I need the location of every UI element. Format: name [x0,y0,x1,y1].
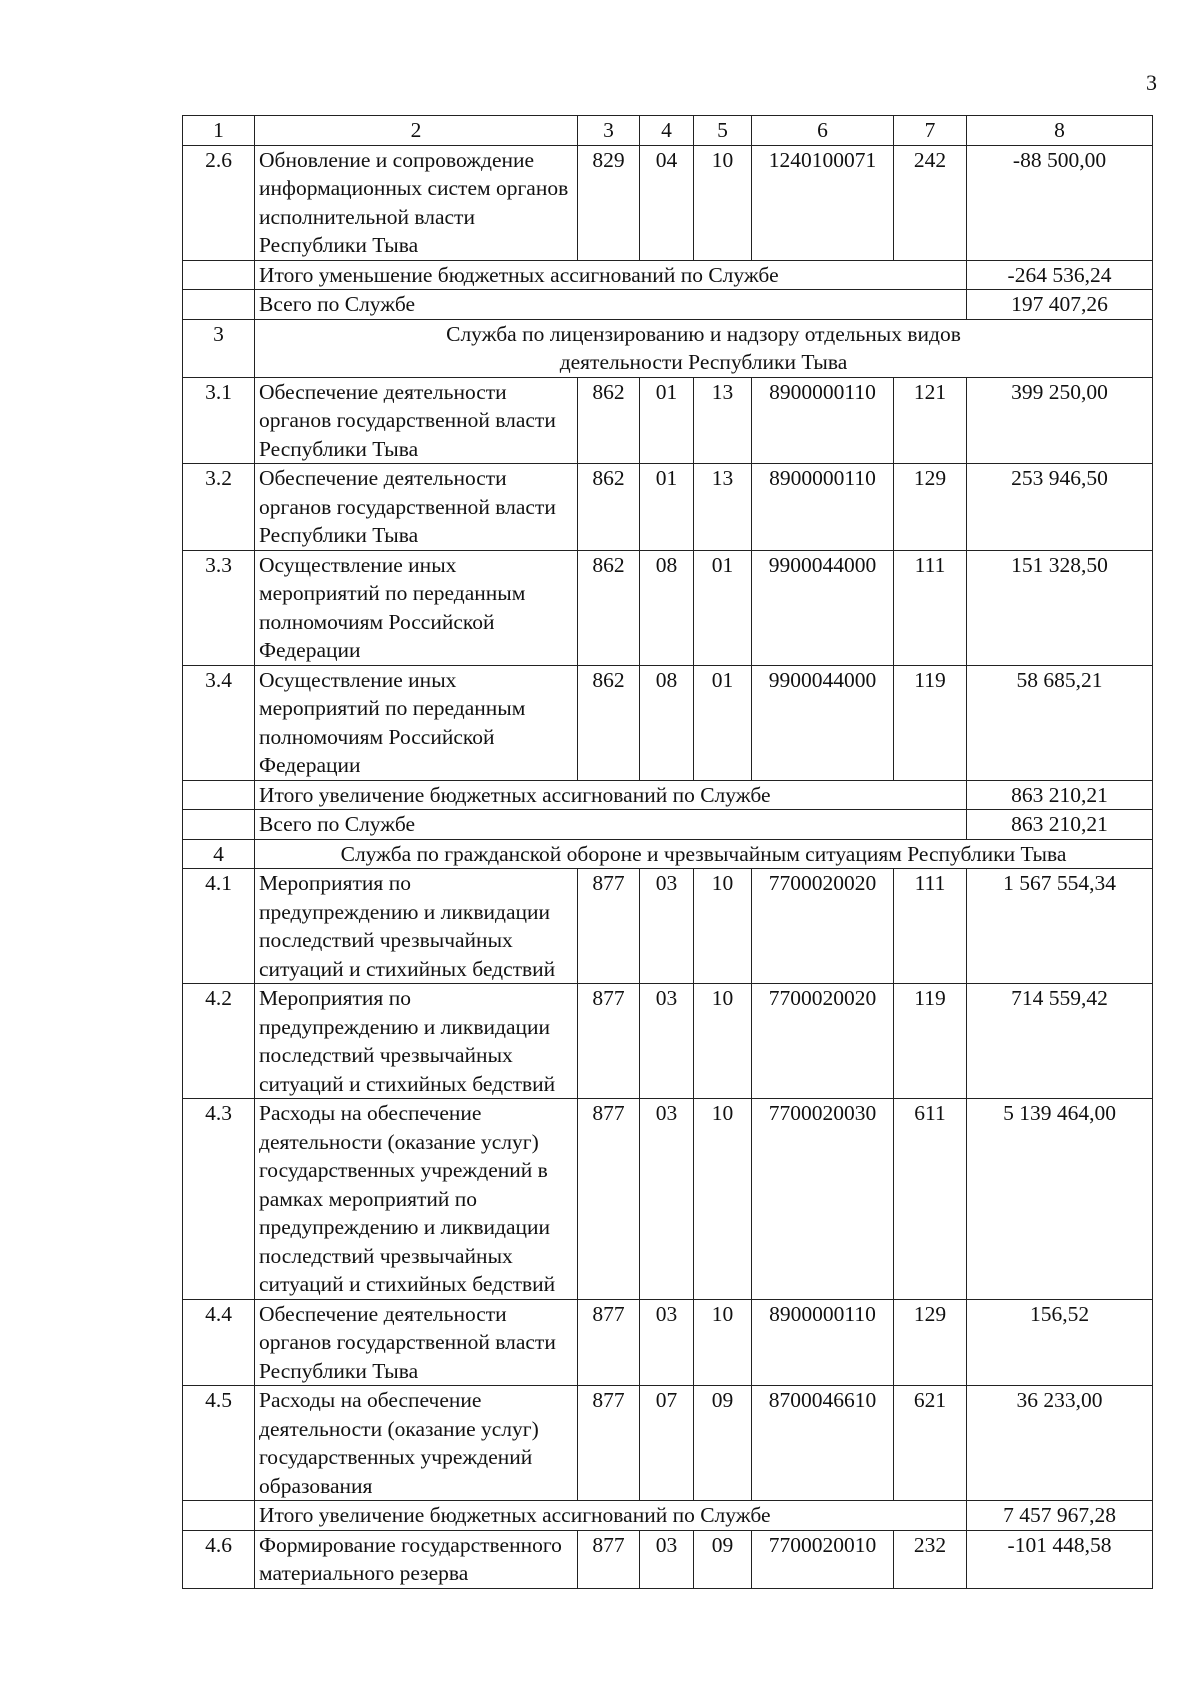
total-amount: -264 536,24 [967,260,1153,290]
budget-line-row [183,1386,1153,1501]
amount: 399 250,00 [967,377,1153,464]
ministry-code: 877 [578,1299,640,1386]
total-row [183,1501,1153,1531]
amount: 58 685,21 [967,665,1153,780]
empty-cell [183,810,255,840]
target-article-code: 9900044000 [752,665,894,780]
header-cell: 8 [967,116,1153,146]
total-amount: 197 407,26 [967,290,1153,320]
subsection-code: 09 [694,1386,752,1501]
target-article-code: 7700020030 [752,1099,894,1300]
expense-type-code: 119 [894,665,967,780]
line-number: 3.1 [183,377,255,464]
amount: 714 559,42 [967,984,1153,1099]
total-amount: 863 210,21 [967,780,1153,810]
expense-name: Расходы на обеспечение деятельности (оказание услуг) государственных учреждений образования [255,1386,578,1501]
ministry-code: 877 [578,869,640,984]
section-code: 01 [640,377,694,464]
subsection-code: 10 [694,1099,752,1300]
ministry-code: 877 [578,1099,640,1300]
total-label: Итого увеличение бюджетных ассигнований по Службе [255,1501,967,1531]
expense-type-code: 129 [894,464,967,551]
expense-type-code: 611 [894,1099,967,1300]
target-article-code: 8700046610 [752,1386,894,1501]
target-article-code: 8900000110 [752,1299,894,1386]
line-number: 3.3 [183,550,255,665]
budget-line-row [183,550,1153,665]
total-label: Всего по Службе [255,810,967,840]
expense-type-code: 621 [894,1386,967,1501]
line-number: 4.4 [183,1299,255,1386]
budget-allocation-table [182,115,1153,1589]
ministry-code: 862 [578,464,640,551]
subsection-code: 10 [694,145,752,260]
section-code: 08 [640,665,694,780]
amount: -101 448,58 [967,1530,1153,1588]
target-article-code: 7700020010 [752,1530,894,1588]
ministry-code: 877 [578,1386,640,1501]
subsection-code: 10 [694,984,752,1099]
line-number: 4.6 [183,1530,255,1588]
section-header-row [183,839,1153,869]
section-number: 3 [183,319,255,377]
section-code: 08 [640,550,694,665]
header-cell: 3 [578,116,640,146]
total-label: Итого увеличение бюджетных ассигнований по Службе [255,780,967,810]
budget-line-row [183,1299,1153,1386]
subsection-code: 01 [694,665,752,780]
budget-line-row [183,145,1153,260]
amount: 253 946,50 [967,464,1153,551]
total-amount: 863 210,21 [967,810,1153,840]
target-article-code: 7700020020 [752,869,894,984]
header-cell: 6 [752,116,894,146]
expense-name: Мероприятия по предупреждению и ликвидации последствий чрезвычайных ситуаций и стихийных бедствий [255,984,578,1099]
budget-line-row [183,665,1153,780]
subsection-code: 13 [694,377,752,464]
subsection-code: 10 [694,1299,752,1386]
empty-cell [183,780,255,810]
subsection-code: 10 [694,869,752,984]
section-title: Служба по лицензированию и надзору отдельных видов деятельности Республики Тыва [255,319,1153,377]
line-number: 3.4 [183,665,255,780]
header-cell: 4 [640,116,694,146]
header-cell: 5 [694,116,752,146]
amount: 5 139 464,00 [967,1099,1153,1300]
subsection-code: 13 [694,464,752,551]
total-row [183,810,1153,840]
total-row [183,290,1153,320]
amount: 151 328,50 [967,550,1153,665]
line-number: 4.1 [183,869,255,984]
header-cell: 1 [183,116,255,146]
line-number: 2.6 [183,145,255,260]
ministry-code: 829 [578,145,640,260]
line-number: 4.3 [183,1099,255,1300]
expense-name: Осуществление иных мероприятий по переданным полномочиям Российской Федерации [255,550,578,665]
ministry-code: 862 [578,665,640,780]
expense-name: Формирование государственного материального резерва [255,1530,578,1588]
line-number: 4.5 [183,1386,255,1501]
expense-name: Расходы на обеспечение деятельности (оказание услуг) государственных учреждений в рамках мероприятий по предупреждению и ликвидации последствий чрезвычайных ситуаций и стихийных бедствий [255,1099,578,1300]
budget-line-row [183,377,1153,464]
expense-name: Осуществление иных мероприятий по переданным полномочиям Российской Федерации [255,665,578,780]
expense-name: Обеспечение деятельности органов государственной власти Республики Тыва [255,464,578,551]
ministry-code: 877 [578,984,640,1099]
total-label: Итого уменьшение бюджетных ассигнований по Службе [255,260,967,290]
expense-type-code: 242 [894,145,967,260]
budget-line-row [183,1099,1153,1300]
target-article-code: 9900044000 [752,550,894,665]
expense-name: Мероприятия по предупреждению и ликвидации последствий чрезвычайных ситуаций и стихийных бедствий [255,869,578,984]
section-code: 07 [640,1386,694,1501]
expense-type-code: 111 [894,869,967,984]
line-number: 4.2 [183,984,255,1099]
page-number: 3 [1146,70,1157,95]
expense-type-code: 119 [894,984,967,1099]
expense-name: Обеспечение деятельности органов государственной власти Республики Тыва [255,1299,578,1386]
expense-type-code: 111 [894,550,967,665]
section-code: 03 [640,1099,694,1300]
section-code: 04 [640,145,694,260]
section-number: 4 [183,839,255,869]
empty-cell [183,290,255,320]
expense-name: Обеспечение деятельности органов государственной власти Республики Тыва [255,377,578,464]
expense-type-code: 121 [894,377,967,464]
section-header-row [183,319,1153,377]
amount: -88 500,00 [967,145,1153,260]
section-code: 03 [640,1299,694,1386]
expense-type-code: 129 [894,1299,967,1386]
subsection-code: 09 [694,1530,752,1588]
amount: 156,52 [967,1299,1153,1386]
budget-line-row [183,869,1153,984]
total-row [183,260,1153,290]
column-number-header-row [183,116,1153,146]
section-title: Служба по гражданской обороне и чрезвычайным ситуациям Республики Тыва [255,839,1153,869]
amount: 36 233,00 [967,1386,1153,1501]
budget-line-row [183,464,1153,551]
header-cell: 7 [894,116,967,146]
expense-type-code: 232 [894,1530,967,1588]
line-number: 3.2 [183,464,255,551]
ministry-code: 877 [578,1530,640,1588]
empty-cell [183,260,255,290]
budget-line-row [183,1530,1153,1588]
section-code: 03 [640,984,694,1099]
target-article-code: 8900000110 [752,377,894,464]
target-article-code: 1240100071 [752,145,894,260]
header-cell: 2 [255,116,578,146]
section-code: 01 [640,464,694,551]
empty-cell [183,1501,255,1531]
ministry-code: 862 [578,377,640,464]
total-amount: 7 457 967,28 [967,1501,1153,1531]
ministry-code: 862 [578,550,640,665]
total-row [183,780,1153,810]
target-article-code: 8900000110 [752,464,894,551]
section-code: 03 [640,1530,694,1588]
amount: 1 567 554,34 [967,869,1153,984]
section-code: 03 [640,869,694,984]
budget-line-row [183,984,1153,1099]
target-article-code: 7700020020 [752,984,894,1099]
expense-name: Обновление и сопровождение информационных систем органов исполнительной власти Республики Тыва [255,145,578,260]
total-label: Всего по Службе [255,290,967,320]
subsection-code: 01 [694,550,752,665]
